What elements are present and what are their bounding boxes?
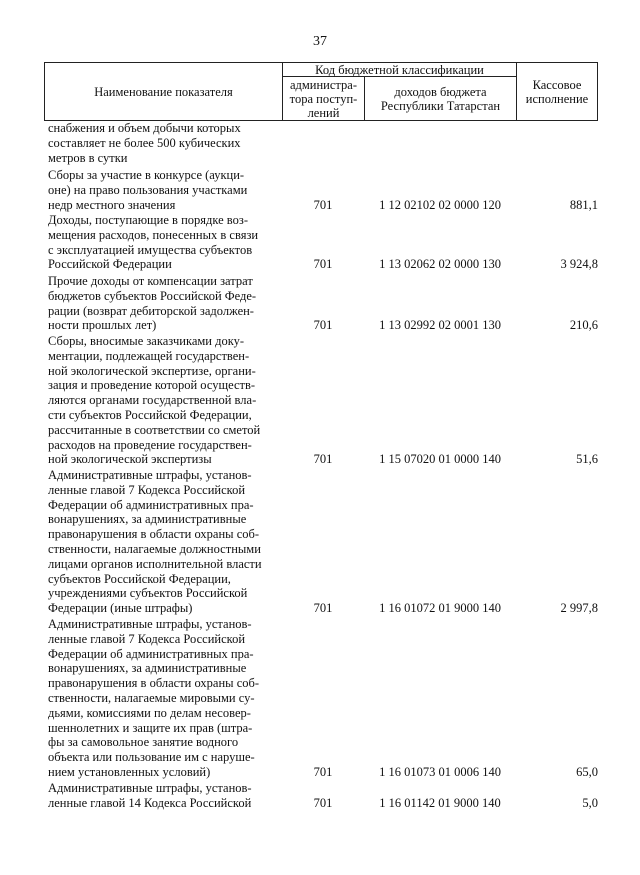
header-income-column [365, 77, 516, 120]
row-amount: 3 924,8 [560, 257, 598, 272]
row-amount: 210,6 [569, 318, 598, 333]
row-name [48, 121, 280, 165]
row-name-line: Федерации (иные штрафы) [48, 601, 193, 616]
row-name-line: лицами органов исполнительной власти [48, 556, 262, 571]
header-name-column: Наименование показателя [94, 84, 233, 99]
row-name-line: зация и проведение которой осуществ- [48, 378, 256, 393]
row-name-line: нием установленных условий) [48, 764, 211, 779]
row-name-line: дьями, комиссиями по делам несовер- [48, 705, 251, 720]
row-name-line: ляются органами государственной вла- [48, 393, 257, 408]
header-code-group: Код бюджетной классификации [315, 62, 484, 77]
row-name-line: Федерации об административных пра- [48, 497, 254, 512]
row-name-line: сти субъектов Российской Федерации, [48, 407, 252, 422]
row-amount: 65,0 [576, 765, 598, 779]
row-name [48, 781, 280, 811]
row-budget-code: 1 12 02102 02 0000 120 [379, 197, 501, 212]
row-name-line: вонарушениях, за административные [48, 661, 247, 676]
row-name-line: Прочие доходы от компенсации затрат [48, 274, 253, 288]
row-name-line: правонарушения в области охраны соб- [48, 527, 260, 542]
row-name-line: недр местного значения [48, 197, 176, 212]
row-name-line: Административные штрафы, установ- [48, 617, 252, 631]
row-name-line: фы за самовольное занятие водного [48, 735, 239, 750]
row-name-line: вонарушениях, за административные [48, 512, 247, 527]
row-name-line: субъектов Российской Федерации, [48, 571, 231, 586]
row-name-line: ности прошлых лет) [48, 318, 157, 333]
row-name-line: Сборы за участие в конкурсе (аукци- [48, 168, 245, 182]
header-admin-line: администра- [289, 77, 357, 92]
header-amount-column [517, 63, 597, 120]
row-name-line: Доходы, поступающие в порядке воз- [48, 213, 248, 227]
row-budget-code: 1 13 02992 02 0001 130 [379, 318, 501, 333]
row-name-line: ментации, подлежащей государствен- [48, 348, 250, 363]
row-name-line: ленные главой 7 Кодекса Российской [48, 482, 246, 497]
row-name-line: Федерации об административных пра- [48, 646, 254, 661]
row-name-line: с эксплуатацией имущества субъектов [48, 242, 253, 257]
row-admin-code: 701 [313, 257, 333, 272]
row-budget-code: 1 15 07020 01 0000 140 [379, 452, 501, 467]
row-name-line: мещения расходов, понесенных в связи [48, 227, 259, 242]
row-name [48, 334, 280, 467]
row-name [48, 274, 280, 333]
row-admin-code: 701 [313, 197, 333, 212]
row-amount: 2 997,8 [560, 601, 598, 616]
row-amount: 5,0 [582, 795, 598, 810]
page-number: 37 [313, 34, 327, 49]
row-name-line: шеннолетних и защите их прав (штра- [48, 720, 253, 735]
header-amount-line: исполнение [525, 91, 589, 106]
row-name-line: учреждениями субъектов Российской [48, 586, 248, 601]
header-income-line: Республики Татарстан [380, 98, 501, 113]
row-amount: 881,1 [569, 197, 598, 212]
row-name-line: Административные штрафы, установ- [48, 781, 252, 795]
row-name-line: Сборы, вносимые заказчиками доку- [48, 334, 245, 348]
row-name-line: Административные штрафы, установ- [48, 468, 252, 482]
row-name-line: метров в сутки [48, 150, 128, 165]
row-name-line: правонарушения в области охраны соб- [48, 676, 260, 691]
header-admin-line: тора поступ- [289, 91, 358, 106]
row-admin-code: 701 [313, 601, 333, 616]
row-admin-code: 701 [313, 452, 333, 467]
header-admin-line: лений [307, 105, 340, 120]
row-name-line: ственности, налагаемые должностными [48, 541, 261, 556]
row-name [48, 213, 280, 272]
row-name-line: ленные главой 7 Кодекса Российской [48, 631, 246, 646]
row-name-line: ленные главой 14 Кодекса Российской [48, 795, 252, 810]
row-budget-code: 1 16 01073 01 0006 140 [379, 765, 501, 779]
row-name-line: ственности, налагаемые мировыми су- [48, 690, 255, 705]
row-name-line: ной экологической экспертизе, органи- [48, 363, 256, 378]
header-amount-line: Кассовое [532, 77, 582, 92]
row-name-line: бюджетов субъектов Российской Феде- [48, 288, 257, 303]
row-name-line: объекта или пользование им с наруше- [48, 750, 255, 765]
row-admin-code: 701 [313, 318, 333, 333]
row-name-line: рации (возврат дебиторской задолжен- [48, 303, 254, 318]
row-name [48, 468, 280, 616]
row-admin-code: 701 [313, 765, 333, 779]
row-budget-code: 1 16 01142 01 9000 140 [379, 795, 501, 810]
row-name-line: расходов на проведение государствен- [48, 437, 252, 452]
row-name-line: ной экологической экспертизы [48, 452, 212, 467]
row-amount: 51,6 [576, 452, 598, 467]
row-name [48, 617, 280, 780]
header-admin-column [283, 77, 364, 120]
row-name [48, 168, 280, 212]
row-name-line: оне) на право пользования участками [48, 182, 248, 197]
header-right-border [597, 62, 598, 121]
row-name-line: рассчитанные в соответствии со сметой [48, 422, 261, 437]
row-name-line: Российской Федерации [48, 257, 172, 272]
row-budget-code: 1 13 02062 02 0000 130 [379, 257, 501, 272]
row-name-line: снабжения и объем добычи которых [48, 121, 241, 135]
row-name-line: составляет не более 500 кубических [48, 135, 241, 150]
row-budget-code: 1 16 01072 01 9000 140 [379, 601, 501, 616]
header-income-line: доходов бюджета [394, 84, 487, 99]
row-admin-code: 701 [313, 795, 333, 810]
